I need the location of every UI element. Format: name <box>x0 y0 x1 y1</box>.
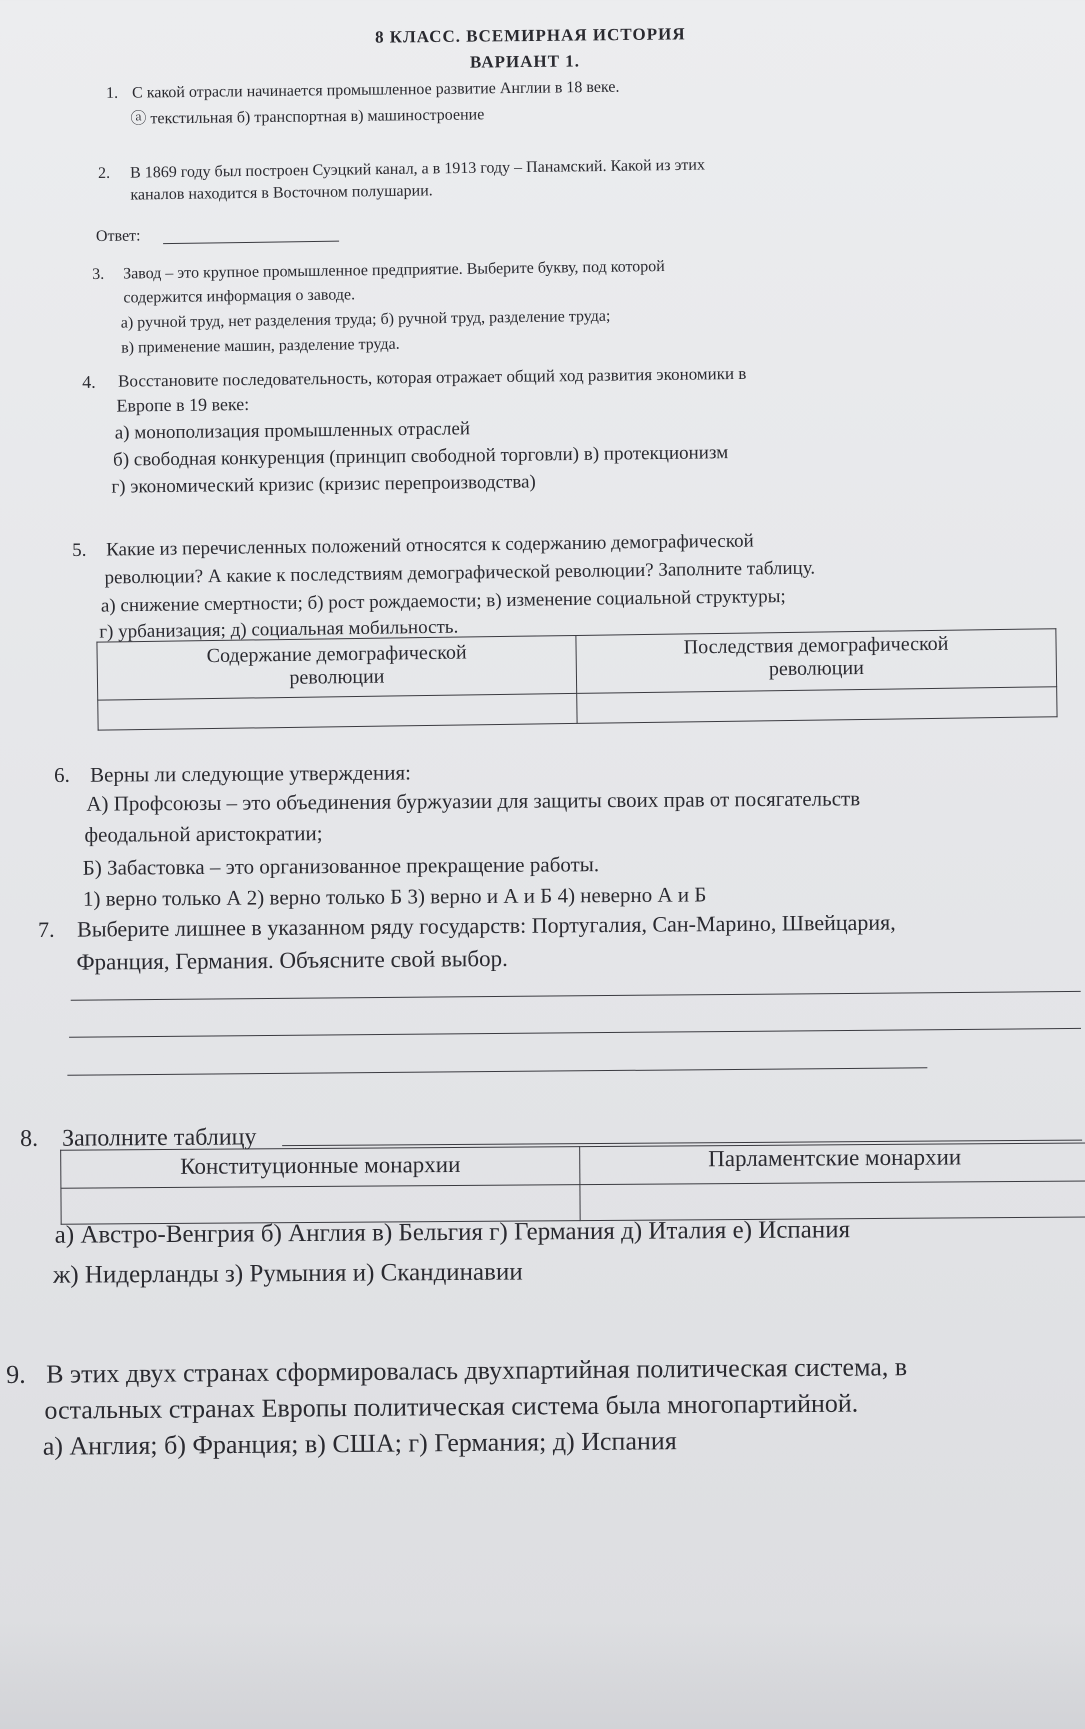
question-3-line3: а) ручной труд, нет разделения труда; б) ручной труд, разделение труда; <box>120 307 611 332</box>
question-8-line1: Заполните таблицу <box>61 1124 257 1152</box>
question-7-answer-line-3[interactable] <box>67 1067 927 1076</box>
question-7-answer-line-1[interactable] <box>71 991 1081 1001</box>
question-4-line5: г) экономический кризис (кризис перепроизводства) <box>111 471 536 498</box>
question-7-number: 7. <box>38 916 55 943</box>
worksheet-variant: ВАРИАНТ 1. <box>469 51 581 72</box>
question-3-line2: содержится информация о заводе. <box>123 286 356 307</box>
demographic-revolution-table <box>96 628 1057 730</box>
question-4-line4: б) свободная конкуренция (принцип свободной торговли) в) протекционизм <box>112 442 729 471</box>
table-cell-content-answer[interactable] <box>98 693 577 730</box>
question-9-line3: а) Англия; б) Франция; в) США; г) Германия; д) Испания <box>42 1426 677 1461</box>
question-9-line2: остальных странах Европы политическая система была многопартийной. <box>44 1388 859 1425</box>
question-2-line1: В 1869 году был построен Суэцкий канал, а в 1913 году – Панамский. Какой из этих <box>129 156 706 182</box>
question-1-options: ⓐ текстильная б) транспортная в) машиностроение <box>130 106 485 128</box>
question-6-line3: феодальной аристократии; <box>84 821 323 847</box>
table-header-consequences: Последствия демографической революции <box>576 629 1057 694</box>
question-9-number: 9. <box>6 1359 26 1390</box>
table-header-constitutional: Конституционные монархии <box>61 1147 580 1189</box>
question-2-answer-line[interactable] <box>163 241 339 244</box>
table-header-content: Содержание демографической революции <box>97 635 577 700</box>
question-3-number: 3. <box>92 265 105 283</box>
question-2-answer-label: Ответ: <box>95 227 141 246</box>
table-header-parliamentary: Парламентские монархии <box>580 1143 1085 1185</box>
question-5-number: 5. <box>71 539 87 561</box>
question-5-line2: революции? А какие к последствиям демографической революции? Заполните таблицу. <box>104 557 816 589</box>
question-6-line4: Б) Забастовка – это организованное прекращение работы. <box>82 852 600 880</box>
question-8-number: 8. <box>19 1125 39 1152</box>
question-3-line4: в) применение машин, разделение труда. <box>121 335 400 357</box>
question-5-line4: г) урбанизация; д) социальная мобильность. <box>99 616 459 643</box>
question-2-line2: каналов находится в Восточном полушарии. <box>130 182 433 204</box>
monarchies-table <box>60 1143 1085 1225</box>
question-7-answer-line-2[interactable] <box>69 1028 1081 1038</box>
question-8-options-1: а) Австро-Венгрия б) Англия в) Бельгия г) Германия д) Италия е) Испания <box>54 1216 851 1249</box>
question-6-line2: А) Профсоюзы – это объединения буржуазии для защиты своих прав от посягательств <box>86 786 861 816</box>
table-cell-parliamentary-answer[interactable] <box>580 1181 1085 1221</box>
question-4-line2: Европе в 19 веке: <box>116 393 250 416</box>
question-5-line3: а) снижение смертности; б) рост рождаемости; в) изменение социальной структуры; <box>100 586 786 617</box>
question-5-line1: Какие из перечисленных положений относятся к содержанию демографической <box>105 530 754 561</box>
table-cell-consequences-answer[interactable] <box>577 687 1057 724</box>
worksheet-title: 8 КЛАСС. ВСЕМИРНАЯ ИСТОРИЯ <box>374 24 686 47</box>
question-3-line1: Завод – это крупное промышленное предприятие. Выберите букву, под которой <box>123 257 665 283</box>
question-9-line1: В этих двух странах сформировалась двухпартийная политическая система, в <box>45 1352 908 1389</box>
question-4-number: 4. <box>82 371 96 393</box>
question-1-number: 1. <box>105 84 119 102</box>
question-4-line3: а) монополизация промышленных отраслей <box>114 418 471 444</box>
question-8-options-2: ж) Нидерланды з) Румыния и) Скандинавии <box>52 1258 523 1289</box>
question-4-line1: Восстановите последовательность, которая отражает общий ход развития экономики в <box>117 363 747 391</box>
question-6-line1: Верны ли следующие утверждения: <box>89 760 412 787</box>
question-6-number: 6. <box>53 762 70 787</box>
question-7-line1: Выберите лишнее в указанном ряду государств: Португалия, Сан-Марино, Швейцария, <box>76 909 896 942</box>
question-6-line5: 1) верно только А 2) верно только Б 3) верно и А и Б 4) неверно А и Б <box>82 882 707 911</box>
question-7-line2: Франция, Германия. Объясните свой выбор. <box>76 945 508 975</box>
question-2-number: 2. <box>98 164 111 183</box>
page-bottom-shadow <box>0 1620 1085 1729</box>
question-1-text: С какой отрасли начинается промышленное развитие Англии в 18 веке. <box>131 78 620 102</box>
